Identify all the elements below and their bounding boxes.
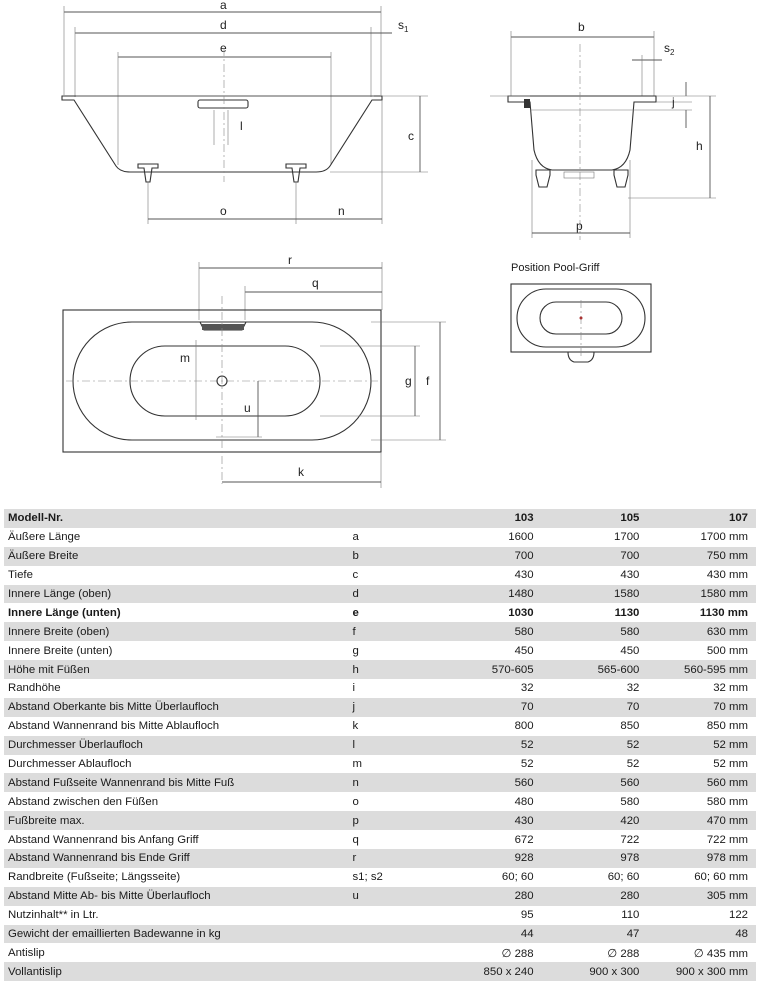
row-value-model-2: 60; 60	[538, 868, 644, 887]
row-value-model-3: 900 x 300 mm	[643, 962, 756, 981]
table-row	[4, 773, 756, 792]
row-value-model-3: 70 mm	[643, 698, 756, 717]
pool-grip-position-drawing	[511, 284, 651, 362]
table-row	[4, 962, 756, 981]
table-row	[4, 603, 756, 622]
row-value-model-2: ∅ 288	[538, 943, 644, 962]
table-row	[4, 906, 756, 925]
header-symbol	[348, 509, 438, 528]
row-value-model-3: 560-595 mm	[643, 660, 756, 679]
row-symbol	[348, 925, 438, 944]
table-row	[4, 622, 756, 641]
row-symbol: e	[348, 603, 438, 622]
row-value-model-1: 850 x 240	[439, 962, 538, 981]
row-label: Abstand Wannenrand bis Anfang Griff	[4, 830, 348, 849]
table-header-row	[4, 509, 756, 528]
row-label: Fußbreite max.	[4, 811, 348, 830]
table-row	[4, 887, 756, 906]
row-value-model-2: 450	[538, 641, 644, 660]
row-value-model-3: 850 mm	[643, 717, 756, 736]
row-label: Vollantislip	[4, 962, 348, 981]
table-row	[4, 547, 756, 566]
row-value-model-3: ∅ 435 mm	[643, 943, 756, 962]
row-label: Randhöhe	[4, 679, 348, 698]
dim-label-b: b	[578, 20, 585, 34]
table-row	[4, 528, 756, 547]
row-symbol: q	[348, 830, 438, 849]
dim-label-n: n	[338, 204, 345, 218]
row-label: Abstand Wannenrand bis Mitte Ablaufloch	[4, 717, 348, 736]
row-value-model-2: 850	[538, 717, 644, 736]
row-symbol: a	[348, 528, 438, 547]
dim-label-r: r	[288, 253, 292, 267]
table-row	[4, 566, 756, 585]
table-row	[4, 849, 756, 868]
dim-label-j: j	[672, 95, 675, 109]
row-value-model-3: 48	[643, 925, 756, 944]
table-row	[4, 698, 756, 717]
row-value-model-1: 32	[439, 679, 538, 698]
dim-label-k: k	[298, 465, 304, 479]
row-symbol: h	[348, 660, 438, 679]
row-value-model-1: 430	[439, 811, 538, 830]
pool-grip-title: Position Pool-Griff	[511, 262, 600, 274]
table-row	[4, 736, 756, 755]
row-value-model-3: 32 mm	[643, 679, 756, 698]
row-value-model-1: 1030	[439, 603, 538, 622]
row-label: Abstand Oberkante bis Mitte Überlaufloch	[4, 698, 348, 717]
row-value-model-1: 570-605	[439, 660, 538, 679]
row-symbol: c	[348, 566, 438, 585]
dim-label-o: o	[220, 204, 227, 218]
row-label: Tiefe	[4, 566, 348, 585]
row-label: Randbreite (Fußseite; Längsseite)	[4, 868, 348, 887]
row-symbol: o	[348, 792, 438, 811]
dim-label-s2: $s_2$	[664, 41, 675, 57]
row-label: Innere Länge (unten)	[4, 603, 348, 622]
row-symbol: d	[348, 585, 438, 604]
row-value-model-1: 95	[439, 906, 538, 925]
table-row	[4, 755, 756, 774]
row-symbol: s1; s2	[348, 868, 438, 887]
row-value-model-1: 560	[439, 773, 538, 792]
row-value-model-1: ∅ 288	[439, 943, 538, 962]
table-row	[4, 679, 756, 698]
end-view-drawing	[490, 20, 716, 240]
dim-label-s1: $s_1$	[398, 18, 409, 34]
row-value-model-2: 52	[538, 736, 644, 755]
table-row	[4, 943, 756, 962]
row-value-model-1: 52	[439, 736, 538, 755]
dim-label-q: q	[312, 276, 319, 290]
table-row	[4, 811, 756, 830]
row-label: Abstand zwischen den Füßen	[4, 792, 348, 811]
row-symbol: b	[348, 547, 438, 566]
header-label: Modell-Nr.	[4, 509, 348, 528]
row-value-model-2: 978	[538, 849, 644, 868]
row-value-model-3: 1130 mm	[643, 603, 756, 622]
row-value-model-2: 700	[538, 547, 644, 566]
row-value-model-2: 280	[538, 887, 644, 906]
row-value-model-1: 52	[439, 755, 538, 774]
dim-label-f: f	[426, 374, 430, 388]
row-value-model-3: 580 mm	[643, 792, 756, 811]
row-label: Durchmesser Überlaufloch	[4, 736, 348, 755]
dim-label-h: h	[696, 139, 703, 153]
row-label: Abstand Mitte Ab- bis Mitte Überlaufloch	[4, 887, 348, 906]
row-label: Gewicht der emaillierten Badewanne in kg	[4, 925, 348, 944]
row-value-model-1: 480	[439, 792, 538, 811]
dim-label-l: l	[240, 119, 243, 133]
dim-label-u: u	[244, 401, 251, 415]
dim-label-c: c	[408, 129, 414, 143]
table-row	[4, 792, 756, 811]
row-symbol	[348, 906, 438, 925]
row-label: Innere Länge (oben)	[4, 585, 348, 604]
row-value-model-2: 1580	[538, 585, 644, 604]
row-symbol: u	[348, 887, 438, 906]
dim-label-d: d	[220, 18, 227, 32]
row-symbol	[348, 962, 438, 981]
row-value-model-1: 450	[439, 641, 538, 660]
header-model-1: 103	[439, 509, 538, 528]
dim-label-g: g	[405, 374, 412, 388]
row-symbol: f	[348, 622, 438, 641]
row-value-model-3: 978 mm	[643, 849, 756, 868]
dim-label-e: e	[220, 41, 227, 55]
table-row	[4, 830, 756, 849]
table-row	[4, 585, 756, 604]
row-symbol: m	[348, 755, 438, 774]
side-view-drawing	[62, 0, 428, 224]
table-row	[4, 641, 756, 660]
row-label: Durchmesser Ablaufloch	[4, 755, 348, 774]
row-value-model-3: 722 mm	[643, 830, 756, 849]
row-label: Äußere Länge	[4, 528, 348, 547]
row-value-model-1: 44	[439, 925, 538, 944]
row-value-model-2: 560	[538, 773, 644, 792]
header-model-2: 105	[538, 509, 644, 528]
specifications-table	[4, 509, 756, 981]
row-value-model-1: 928	[439, 849, 538, 868]
row-value-model-3: 500 mm	[643, 641, 756, 660]
row-symbol: i	[348, 679, 438, 698]
row-value-model-2: 32	[538, 679, 644, 698]
row-value-model-3: 122	[643, 906, 756, 925]
row-label: Abstand Fußseite Wannenrand bis Mitte Fuß	[4, 773, 348, 792]
row-value-model-2: 47	[538, 925, 644, 944]
header-model-3: 107	[643, 509, 756, 528]
row-value-model-1: 1480	[439, 585, 538, 604]
row-value-model-2: 1700	[538, 528, 644, 547]
row-value-model-2: 565-600	[538, 660, 644, 679]
row-label: Innere Breite (unten)	[4, 641, 348, 660]
row-value-model-1: 430	[439, 566, 538, 585]
table-row	[4, 717, 756, 736]
row-value-model-2: 580	[538, 792, 644, 811]
row-value-model-1: 280	[439, 887, 538, 906]
row-label: Nutzinhalt** in Ltr.	[4, 906, 348, 925]
table-row	[4, 925, 756, 944]
row-value-model-3: 52 mm	[643, 736, 756, 755]
row-value-model-3: 630 mm	[643, 622, 756, 641]
row-value-model-2: 900 x 300	[538, 962, 644, 981]
row-symbol: j	[348, 698, 438, 717]
row-value-model-3: 1580 mm	[643, 585, 756, 604]
dim-label-p: p	[576, 219, 583, 233]
row-value-model-1: 800	[439, 717, 538, 736]
row-label: Abstand Wannenrand bis Ende Griff	[4, 849, 348, 868]
row-value-model-2: 580	[538, 622, 644, 641]
dim-label-a: a	[220, 0, 227, 12]
row-symbol	[348, 943, 438, 962]
table-row	[4, 868, 756, 887]
row-value-model-2: 1130	[538, 603, 644, 622]
row-value-model-1: 70	[439, 698, 538, 717]
row-label: Innere Breite (oben)	[4, 622, 348, 641]
row-value-model-2: 722	[538, 830, 644, 849]
row-value-model-2: 52	[538, 755, 644, 774]
row-value-model-1: 1600	[439, 528, 538, 547]
row-label: Antislip	[4, 943, 348, 962]
row-value-model-3: 60; 60 mm	[643, 868, 756, 887]
row-symbol: g	[348, 641, 438, 660]
row-value-model-1: 60; 60	[439, 868, 538, 887]
row-value-model-3: 52 mm	[643, 755, 756, 774]
table-row	[4, 660, 756, 679]
row-symbol: p	[348, 811, 438, 830]
row-label: Höhe mit Füßen	[4, 660, 348, 679]
row-value-model-3: 1700 mm	[643, 528, 756, 547]
row-value-model-3: 470 mm	[643, 811, 756, 830]
row-symbol: r	[348, 849, 438, 868]
row-label: Äußere Breite	[4, 547, 348, 566]
dim-label-m: m	[180, 351, 190, 365]
row-value-model-1: 580	[439, 622, 538, 641]
row-value-model-2: 430	[538, 566, 644, 585]
row-value-model-3: 305 mm	[643, 887, 756, 906]
row-symbol: k	[348, 717, 438, 736]
row-value-model-2: 110	[538, 906, 644, 925]
row-value-model-3: 430 mm	[643, 566, 756, 585]
row-value-model-2: 420	[538, 811, 644, 830]
row-value-model-1: 672	[439, 830, 538, 849]
top-view-drawing	[63, 253, 446, 488]
row-value-model-1: 700	[439, 547, 538, 566]
row-value-model-2: 70	[538, 698, 644, 717]
row-value-model-3: 560 mm	[643, 773, 756, 792]
row-symbol: n	[348, 773, 438, 792]
row-value-model-3: 750 mm	[643, 547, 756, 566]
row-symbol: l	[348, 736, 438, 755]
